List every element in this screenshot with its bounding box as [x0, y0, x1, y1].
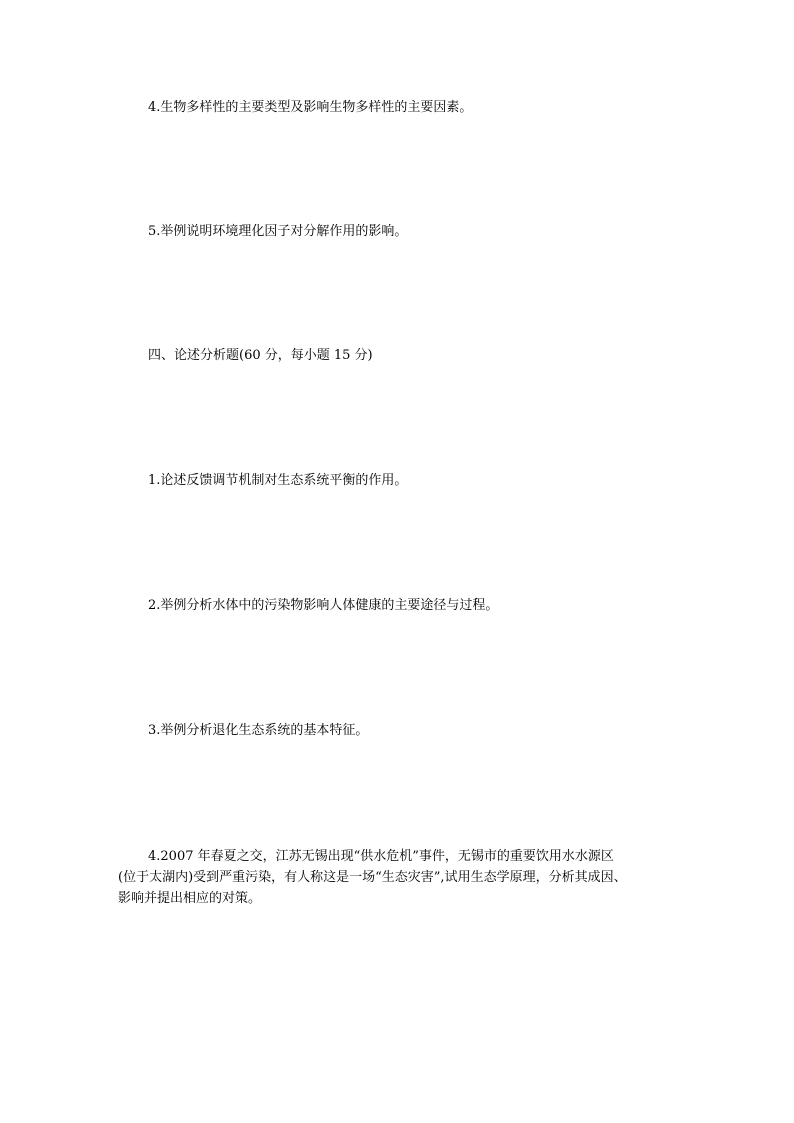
essay-question-4-line-1: 4.2007 年春夏之交，江苏无锡出现“供水危机”事件，无锡市的重要饮用水水源区: [148, 849, 614, 864]
question-4-biodiversity: 4.生物多样性的主要类型及影响生物多样性的主要因素。: [148, 100, 473, 115]
section-heading-essay: 四、论述分析题(60 分，每小题 15 分): [148, 348, 373, 363]
essay-question-1: 1.论述反馈调节机制对生态系统平衡的作用。: [148, 473, 408, 488]
essay-question-4-line-2: (位于太湖内)受到严重污染，有人称这是一场“生态灾害”,试用生态学原理，分析其成因、: [118, 870, 627, 885]
essay-question-4: [118, 846, 678, 909]
essay-question-4-line-3: 影响并提出相应的对策。: [118, 891, 262, 906]
essay-question-3: 3.举例分析退化生态系统的基本特征。: [148, 723, 369, 738]
question-5-decomposition: 5.举例说明环境理化因子对分解作用的影响。: [148, 224, 408, 239]
essay-question-2: 2.举例分析水体中的污染物影响人体健康的主要途径与过程。: [148, 598, 499, 613]
